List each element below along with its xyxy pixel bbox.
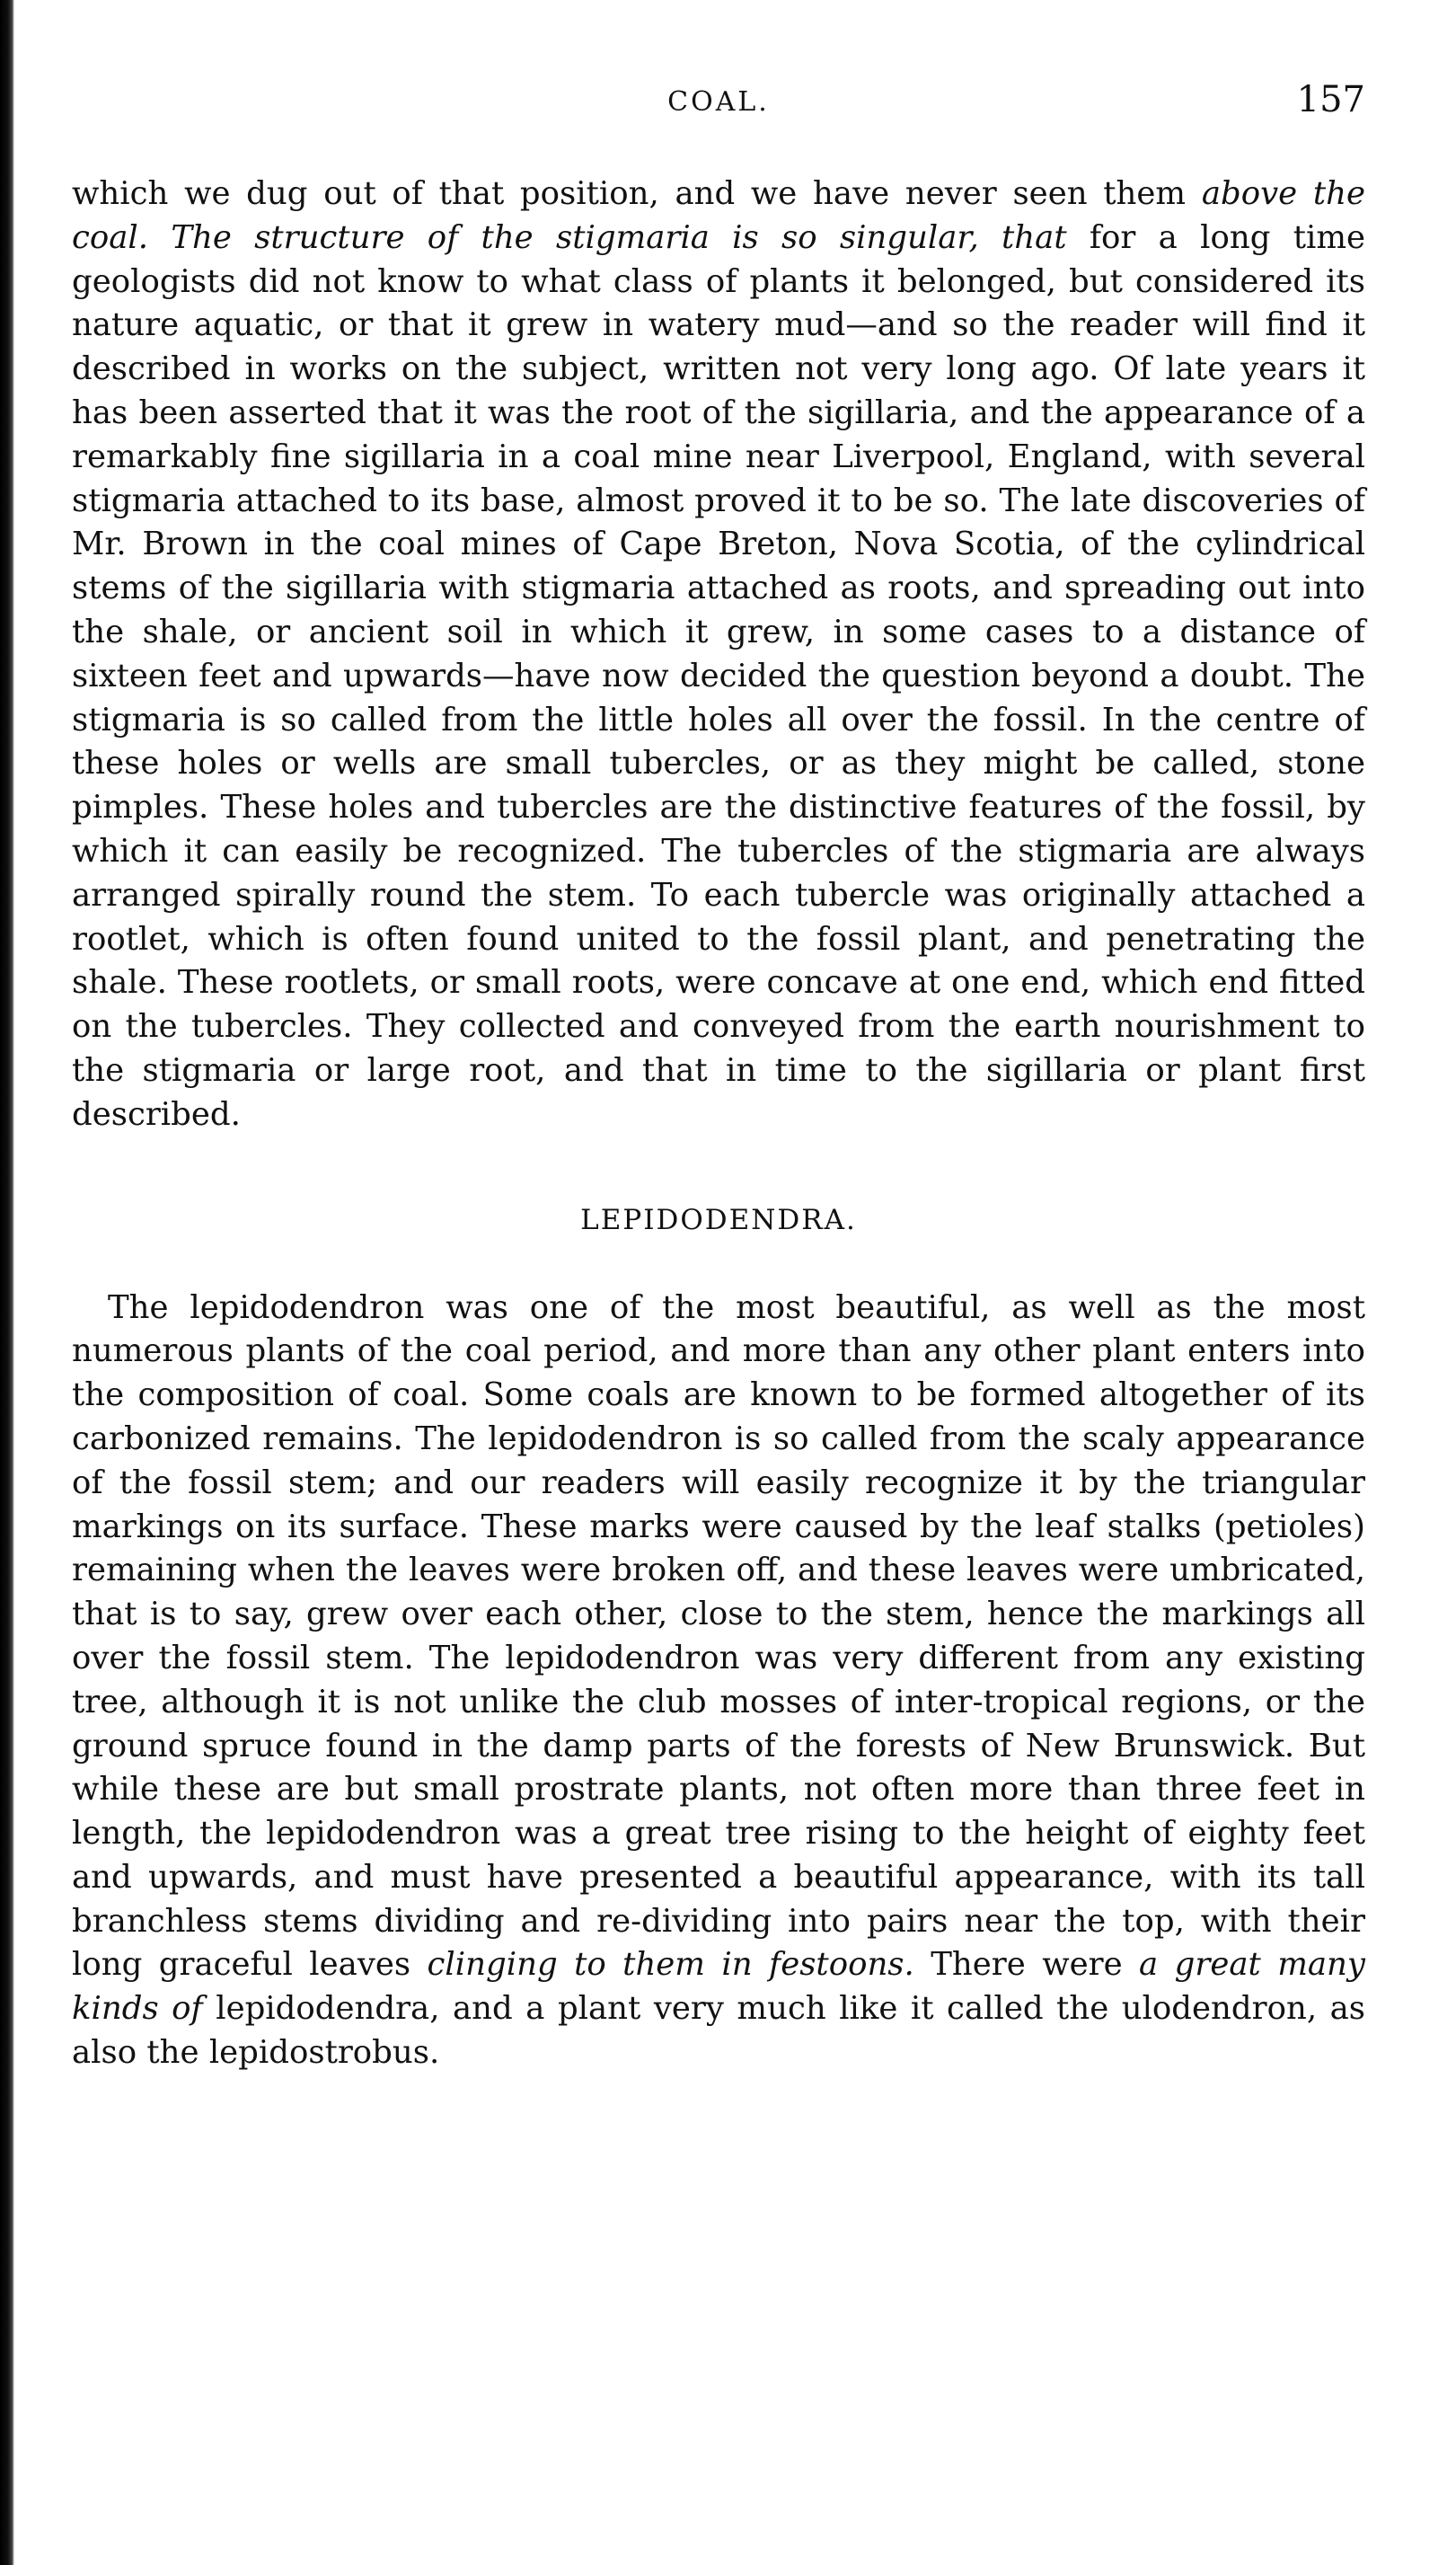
para2-text-2: There were: [931, 1946, 1123, 1984]
running-head: [72, 72, 1365, 135]
para2-italic-2: a great many kinds of: [72, 1946, 1365, 2028]
running-title: COAL.: [667, 86, 770, 118]
para2-text-3: lepidodendra, and a plant very much like it called the ulodendron, as also the lepidostrobus.: [72, 1990, 1365, 2072]
book-spine-shadow: [0, 0, 14, 2565]
para2-text-1: The lepidodendron was one of the most beautiful, as well as the most numerous plants of the coal period, and more than any other plant enters into the composition of coal. Some coals are known to be formed altogether of its carbonized remains. The lepidodendron is so called from the scaly appearance of the fossil stem; and our readers will easily recognize it by the triangular markings on its surface. These marks were caused by the leaf stalks (petioles) remaining when the leaves were broken off, and these leaves were umbricated, that is to say, grew over each other, close to the stem, hence the markings all over the fossil stem. The lepidodendron was very different from any existing tree, although it is not unlike the club mosses of inter-tropical regions, or the ground spruce found in the damp parts of the forests of New Brunswick. But while these are but small prostrate plants, not often more than three feet in length, the lepidodendron was a great tree rising to the height of eighty feet and upwards, and must have presented a beautiful appearance, with its tall branchless stems dividing and re-dividing into pairs near the top, with their long graceful leaves: [72, 1288, 1365, 1984]
para1-text-2: for a long time geologists did not know to what class of plants it belonged, but considered its nature aquatic, or that it grew in watery mud—and so the reader will find it described in works on the subject, written not very long ago. Of late years it has been asserted that it was the root of the sigillaria, and the appearance of a remarkably fine sigillaria in a coal mine near Liverpool, England, with several stigmaria attached to its base, almost proved it to be so. The late discoveries of Mr. Brown in the coal mines of Cape Breton, Nova Scotia, of the cylindrical stems of the sigillaria with stigmaria attached as roots, and spreading out into the shale, or ancient soil in which it grew, in some cases to a distance of sixteen feet and upwards—have now decided the question beyond a doubt. The stigmaria is so called from the little holes all over the fossil. In the centre of these holes or wells are small tubercles, or as they might be called, stone pimples. These holes and tubercles are the distinctive features of the fossil, by which it can easily be recognized. The tubercles of the stigmaria are always arranged spirally round the stem. To each tubercle was originally attached a rootlet, which is often found united to the fossil plant, and penetrating the shale. These rootlets, or small roots, were concave at one end, which end fitted on the tubercles. They collected and conveyed from the earth nourishment to the stigmaria or large root, and that in time to the sigillaria or plant first described.: [72, 218, 1365, 1133]
page: [72, 72, 1365, 2075]
section-heading: LEPIDODENDRA.: [580, 1203, 857, 1236]
para1-italic-1: above the coal.: [72, 175, 1365, 256]
paragraph-lepidodendra: [72, 1287, 1365, 2075]
paragraph-stigmaria: [72, 172, 1365, 1137]
page-number: 157: [1296, 79, 1365, 120]
para1-text-1: which we dug out of that position, and we have never seen them: [72, 175, 1187, 212]
para2-italic-1: clinging to them in festoons.: [427, 1946, 914, 1984]
para1-italic-2: The structure of the stigmaria is so singular, that: [171, 218, 1067, 256]
